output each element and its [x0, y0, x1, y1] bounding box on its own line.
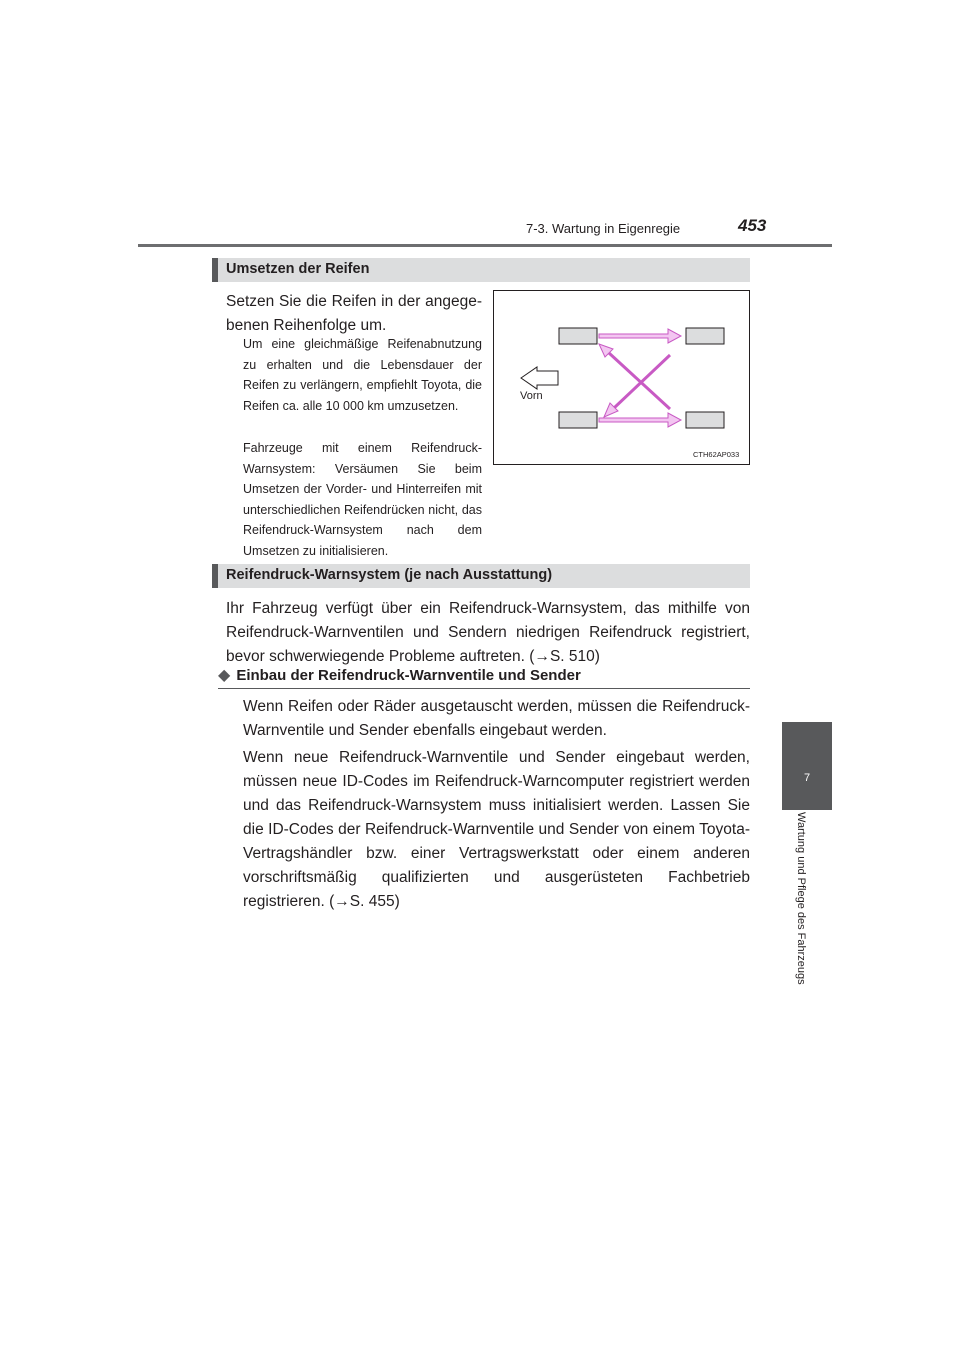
arrow-front-to-rear-bottom — [599, 413, 681, 427]
section-body: Ihr Fahrzeug verfügt über ein Reifendruck-Warnsystem, das mithilfe von Reifendruck-Warnventilen und Sendern niedrigen Reifendruck registriert, bevor schwerwiegende Probleme auftreten. (→S. 510) — [226, 600, 750, 665]
subsection-heading — [218, 665, 581, 685]
section-heading-bar — [212, 258, 750, 282]
section-heading-title: Reifendruck-Warnsystem (je nach Ausstattung) — [226, 567, 553, 583]
rear-left-tire — [686, 328, 724, 344]
diamond-icon: ◆ — [218, 667, 231, 684]
front-right-tire — [559, 412, 597, 428]
subsection-divider — [218, 688, 750, 689]
section-heading-bar — [212, 564, 750, 588]
front-direction-arrow — [521, 367, 558, 389]
header-section-title: 7-3. Wartung in Eigenregie — [526, 221, 681, 236]
subsection-paragraph: Wenn neue Reifendruck-Warnventile und Sender eingebaut werden, müssen neue ID-Codes im Reifendruck-Warncomputer registriert werden und das Reifendruck-Warnsystem muss initialisiert werden. Lassen Sie die ID-Codes der Reifendruck-Warnventile und Sender von einem Toyota-Vertragshändler bzw. einer Vertragswerkstatt oder einem anderen vorschriftsmäßig qualifizierten und ausgerüsteten Fachbetrieb registrieren. (→S. 455) — [243, 749, 750, 910]
figure-id: CTH62AP033 — [693, 450, 740, 459]
chapter-label: Wartung und Pflege des Fahrzeugs — [795, 812, 807, 985]
tire-rotation-diagram — [493, 290, 750, 465]
chapter-tab — [782, 722, 832, 810]
section-intro — [226, 290, 482, 338]
front-direction-label: Vorn — [520, 390, 543, 402]
note-paragraph: Fahrzeuge mit einem Reifendruck-Warnsystem: Versäumen Sie beim Umsetzen der Vorder- und Hinterreifen mit unterschiedlichen Reifendrücken nicht, das Reifendruck-Warnsystem nach dem Umsetzen zu initialisieren. — [243, 441, 482, 558]
page-number: 453 — [738, 216, 767, 235]
tire-rotation-svg — [494, 291, 751, 466]
section-intro-line: benen Reihenfolge um. — [226, 317, 387, 334]
header-divider — [138, 244, 832, 247]
front-left-tire — [559, 328, 597, 344]
section-heading-title: Umsetzen der Reifen — [226, 261, 370, 277]
rear-right-tire — [686, 412, 724, 428]
subsection-paragraph: Wenn Reifen oder Räder ausgetauscht werden, müssen die Reifendruck-Warnventile und Sender ebenfalls eingebaut werden. — [243, 698, 750, 739]
arrow-front-to-rear-top — [599, 329, 681, 343]
section-intro-line: Setzen Sie die Reifen in der angege- — [226, 293, 482, 310]
section-heading-marker — [212, 564, 218, 588]
section-heading-marker — [212, 258, 218, 282]
chapter-number: 7 — [803, 772, 811, 784]
subsection-heading-text: Einbau der Reifendruck-Warnventile und Sender — [236, 667, 581, 684]
arrow-diagonal-up — [609, 353, 670, 409]
note-paragraph: Um eine gleichmäßige Reifenabnutzung zu erhalten und die Lebensdauer der Reifen zu verlängern, empfiehlt Toyota, die Reifen ca. alle 10 000 km umzusetzen. — [243, 337, 482, 413]
